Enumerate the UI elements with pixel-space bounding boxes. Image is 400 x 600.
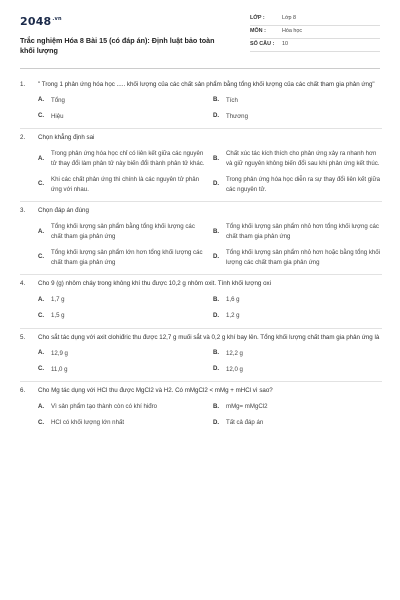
answer-option-c[interactable]	[38, 248, 207, 268]
answer-option-c[interactable]	[38, 418, 207, 428]
question-number: 5.	[20, 333, 26, 341]
question-number: 3.	[20, 207, 26, 215]
option-text: Tất cả đáp án	[226, 419, 264, 427]
logo-text: 2048	[20, 15, 52, 28]
option-label: D.	[213, 112, 220, 120]
answer-option-a[interactable]	[38, 222, 207, 242]
answer-option-d[interactable]	[213, 365, 382, 375]
answer-options	[38, 149, 382, 194]
answer-option-b[interactable]	[213, 96, 382, 106]
question-item	[20, 129, 382, 202]
option-text: Trong phản ứng hóa học chỉ có liên kết giữa các nguyên tử thay đổi làm phân tử này biến đổi thành phân tử khác.	[51, 150, 205, 168]
meta-row-subject	[250, 26, 380, 39]
option-label: A.	[38, 96, 45, 104]
answer-option-c[interactable]	[38, 365, 207, 375]
answer-options	[38, 295, 382, 321]
question-text: " Trong 1 phản ứng hóa học ..... khối lượng của các chất sản phẩm bằng tổng khối lượng của các chất tham gia phản ứng"	[38, 81, 375, 88]
meta-value: Lớp 8	[282, 15, 297, 22]
option-text: Khi các chất phản ứng thì chính là các nguyên tử phản ứng với nhau.	[51, 175, 200, 193]
meta-row-count	[250, 39, 380, 52]
option-label: A.	[38, 402, 45, 410]
option-text: 1,5 g	[51, 312, 65, 320]
question-text: Cho sắt tác dụng với axit clohiđric thu được 12,7 g muối sắt và 0,2 g khí bay lên. Tổng khối lượng chất tham gia phản ứng là	[38, 333, 380, 341]
option-text: 12,9 g	[51, 349, 68, 357]
answer-option-b[interactable]	[213, 222, 382, 242]
question-item	[20, 202, 382, 275]
option-text: Vì sản phẩm tạo thành còn có khí hiđro	[51, 403, 158, 411]
option-label: C.	[38, 253, 45, 261]
option-label: B.	[213, 349, 220, 357]
answer-option-b[interactable]	[213, 349, 382, 359]
option-text: 1,7 g	[51, 296, 65, 304]
option-label: C.	[38, 365, 45, 373]
option-text: Tổng khối lượng sản phẩm nhỏ hơn hoặc bằng tổng khối lượng các chất tham gia phản ứng	[226, 248, 381, 266]
meta-value: Hóa học	[282, 28, 303, 35]
question-text: Chọn đáp án đúng	[38, 207, 89, 215]
option-label: D.	[213, 253, 220, 261]
option-label: C.	[38, 311, 45, 319]
question-item	[20, 382, 382, 434]
page-title: Trắc nghiệm Hóa 8 Bài 15 (có đáp án): Định luật bảo toàn khối lượng	[20, 35, 215, 55]
option-text: Tổng khối lượng sản phẩm nhỏ hơn tổng khối lượng các chất tham gia phản ứng	[226, 223, 379, 241]
question-item	[20, 275, 382, 328]
answer-option-d[interactable]	[213, 248, 382, 268]
answer-option-c[interactable]	[38, 112, 207, 122]
option-text: Tích	[226, 96, 238, 104]
meta-key: LỚP :	[250, 15, 265, 22]
option-text: 1,6 g	[226, 296, 240, 304]
option-text: mMg= mMgCl2	[226, 403, 268, 411]
question-item	[20, 329, 382, 382]
option-text: HCl có khối lượng lớn nhất	[51, 419, 125, 427]
answer-options	[38, 222, 382, 267]
option-label: C.	[38, 180, 45, 188]
answer-option-d[interactable]	[213, 418, 382, 428]
option-text: Tổng khối lượng sản phẩm lớn hơn tổng khối lượng các chất tham gia phản ứng	[51, 248, 203, 266]
logo-domain: .vn	[52, 16, 62, 23]
answer-option-a[interactable]	[38, 349, 207, 359]
answer-options	[38, 96, 382, 122]
option-label: A.	[38, 227, 45, 235]
question-item	[20, 76, 382, 129]
option-label: A.	[38, 154, 45, 162]
option-label: D.	[213, 418, 220, 426]
answer-option-a[interactable]	[38, 96, 207, 106]
option-label: C.	[38, 418, 45, 426]
answer-option-c[interactable]	[38, 175, 207, 195]
option-label: A.	[38, 295, 45, 303]
option-label: B.	[213, 96, 220, 104]
option-text: Tổng khối lượng sản phẩm bằng tổng khối lượng các chất tham gia phản ứng	[51, 223, 195, 241]
answer-option-d[interactable]	[213, 311, 382, 321]
answer-option-b[interactable]	[213, 295, 382, 305]
answer-option-b[interactable]	[213, 402, 382, 412]
meta-key: SỐ CÂU :	[250, 41, 275, 48]
option-text: 11,0 g	[51, 365, 68, 373]
option-label: B.	[213, 154, 220, 162]
option-label: B.	[213, 227, 220, 235]
option-text: Trong phản ứng hóa học diễn ra sự thay đổi liên kết giữa các nguyên tử.	[226, 175, 380, 193]
question-number: 6.	[20, 387, 26, 395]
page-header	[0, 0, 400, 64]
option-label: C.	[38, 112, 45, 120]
question-number: 2.	[20, 134, 26, 142]
option-label: A.	[38, 349, 45, 357]
option-label: B.	[213, 402, 220, 410]
header-divider	[20, 68, 380, 69]
question-text: Chọn khẳng định sai	[38, 134, 95, 142]
option-text: Hiệu	[51, 112, 64, 120]
option-label: D.	[213, 180, 220, 188]
quiz-meta	[250, 13, 380, 52]
answer-option-a[interactable]	[38, 149, 207, 169]
meta-key: MÔN :	[250, 28, 266, 35]
option-label: D.	[213, 365, 220, 373]
option-label: D.	[213, 311, 220, 319]
answer-option-d[interactable]	[213, 112, 382, 122]
meta-value: 10	[282, 41, 288, 48]
answer-option-b[interactable]	[213, 149, 382, 169]
meta-row-class	[250, 13, 380, 26]
answer-option-a[interactable]	[38, 402, 207, 412]
option-text: 1,2 g	[226, 312, 240, 320]
answer-option-d[interactable]	[213, 175, 382, 195]
answer-options	[38, 349, 382, 375]
question-list	[20, 76, 382, 435]
answer-option-a[interactable]	[38, 295, 207, 305]
question-text: Cho 9 (g) nhôm cháy trong không khí thu được 10,2 g nhôm oxit. Tính khối lượng oxi	[38, 280, 271, 288]
option-text: Tổng	[51, 96, 65, 104]
option-text: 12,0 g	[226, 365, 243, 373]
option-text: Chất xúc tác kích thích cho phản ứng xảy ra nhanh hơn và giữ nguyên không biến đổi sau khi phản ứng kết thúc.	[226, 150, 380, 168]
answer-options	[38, 402, 382, 428]
option-label: B.	[213, 295, 220, 303]
question-number: 1.	[20, 81, 26, 88]
question-text: Cho Mg tác dụng với HCl thu được MgCl2 và H2. Có mMgCl2 < mMg + mHCl vì sao?	[38, 387, 273, 395]
option-text: Thương	[226, 112, 248, 120]
option-text: 12,2 g	[226, 349, 243, 357]
answer-option-c[interactable]	[38, 311, 207, 321]
question-number: 4.	[20, 280, 26, 288]
